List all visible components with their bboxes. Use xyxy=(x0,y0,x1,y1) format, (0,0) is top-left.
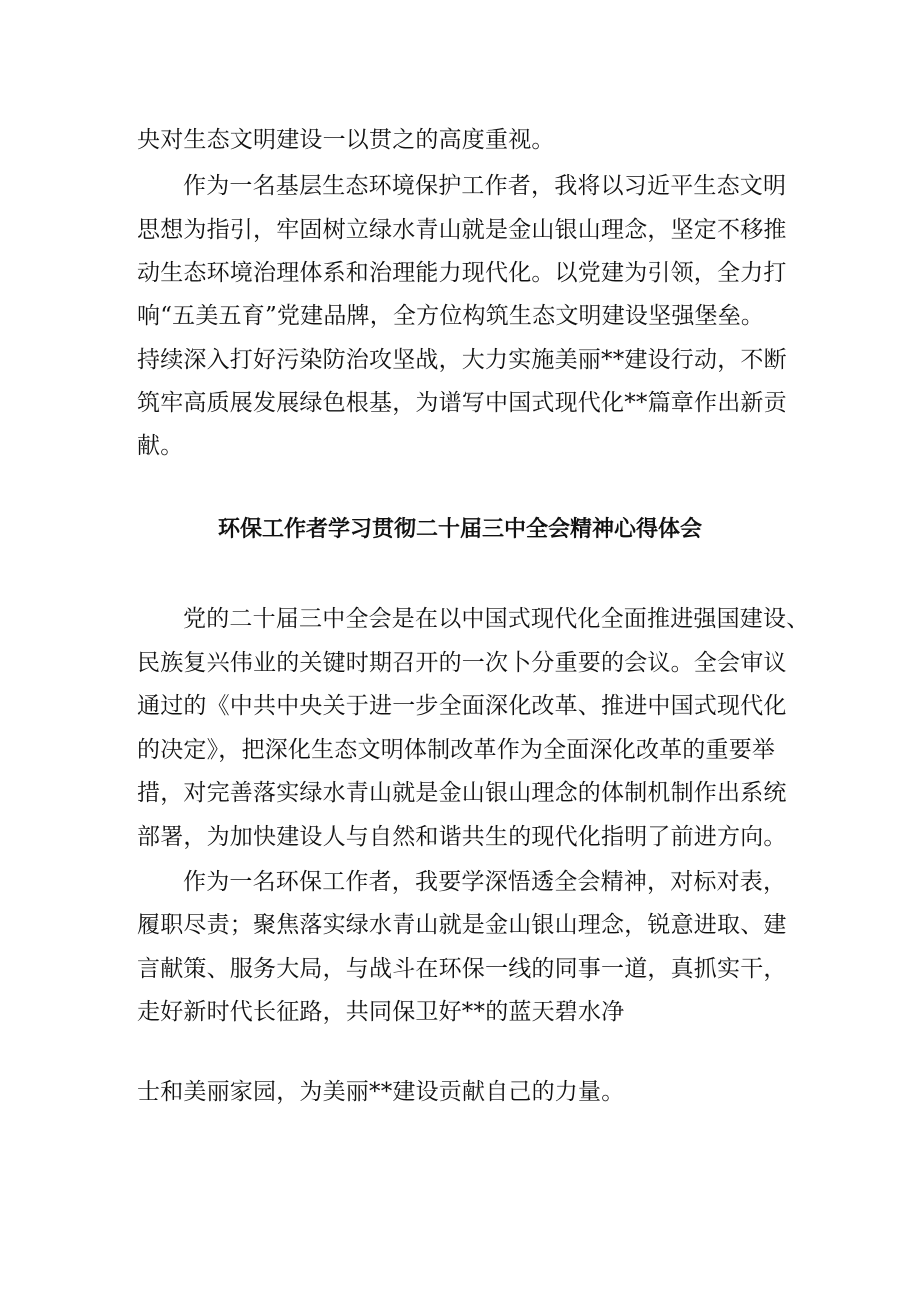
body-text-line: 通过的《中共中央关于进一步全面深化改革、推进中国式现代化 xyxy=(137,693,787,719)
body-text-line: 士和美丽家园，为美丽**建设贡献自己的力量。 xyxy=(137,1079,625,1105)
body-text-line: 履职尽责；聚焦落实绿水青山就是金山银山理念，锐意进取、建 xyxy=(137,912,787,938)
body-text-line: 献。 xyxy=(137,433,184,459)
body-text-line: 作为一名环保工作者，我要学深悟透全会精神，对标对表， xyxy=(183,869,787,895)
body-text-line: 走好新时代长征路，共同保卫好**的蓝天碧水净 xyxy=(137,999,625,1025)
section-title: 环保工作者学习贯彻二十届三中全会精神心得体会 xyxy=(217,517,702,542)
body-text-line: 筑牢高质展发展绿色根基，为谱写中国式现代化**篇章作出新贡 xyxy=(137,390,787,416)
body-text-line: 部署，为加快建设人与自然和谐共生的现代化指明了前进方向。 xyxy=(137,824,787,850)
body-text-line: 言献策、服务大局，与战斗在环保一线的同事一道，真抓实干， xyxy=(137,956,787,982)
body-text-line: 响“五美五育”党建品牌，全方位构筑生态文明建设坚强堡垒。 xyxy=(137,303,765,329)
body-text-line: 思想为指引，牢固树立绿水青山就是金山银山理念，坚定不移推 xyxy=(137,217,787,243)
body-text-line: 央对生态文明建设一以贯之的高度重视。 xyxy=(137,127,555,153)
body-text-line: 作为一名基层生态环境保护工作者，我将以习近平生态文明 xyxy=(183,173,787,199)
body-text-line: 的决定》，把深化生态文明体制改革作为全面深化改革的重要举 xyxy=(137,737,776,763)
body-text-line: 措，对完善落实绿水青山就是金山银山理念的体制机制作出系统 xyxy=(137,780,787,806)
body-text-line: 动生态环境治理体系和治理能力现代化。以党建为引领，全力打 xyxy=(137,260,787,286)
body-text-line: 民族复兴伟业的关键时期召开的一次卜分重要的会议。全会审议 xyxy=(137,650,787,676)
body-text-line: 持续深入打好污染防治攻坚战，大力实施美丽**建设行动，不断 xyxy=(137,347,787,373)
body-text-line: 党的二十届三中全会是在以中国式现代化全面推进强国建设、 xyxy=(183,606,810,632)
